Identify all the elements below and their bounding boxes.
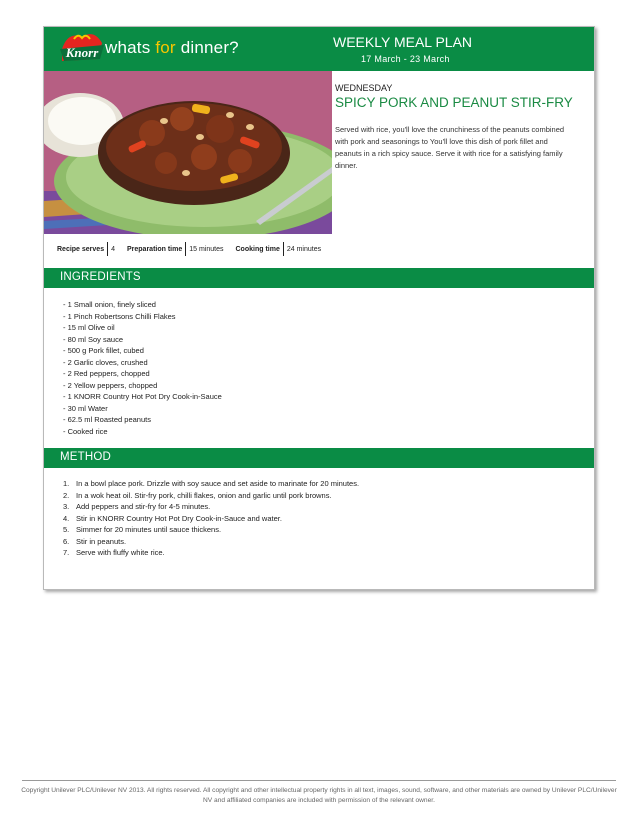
method-list <box>63 478 359 559</box>
method-header <box>44 448 594 468</box>
serves-value: 4 <box>111 245 115 253</box>
recipe-title: SPICY PORK AND PEANUT STIR-FRY <box>335 95 573 110</box>
method-step: 6. Stir in peanuts. <box>63 536 127 546</box>
cook-value: 24 minutes <box>286 245 322 253</box>
serves-label: Recipe serves <box>57 245 105 253</box>
recipe-card <box>43 26 595 590</box>
ingredient-item: - 62.5 ml Roasted peanuts <box>63 415 151 424</box>
prep-label: Preparation time <box>127 245 183 253</box>
method-step: 3. Add peppers and stir-fry for 4-5 minutes. <box>63 502 211 511</box>
divider <box>283 242 284 256</box>
plan-dates: 17 March - 23 March <box>361 54 450 64</box>
ingredient-item: - 2 Red peppers, chopped <box>63 369 150 378</box>
copyright-notice: Copyright Unilever PLC/Unilever NV 2013. All rights reserved. All copyright and other intellectual property rights in all text, images, sound, software, and other materials are owned by Unilever PLC/Unilever NV and affiliated companies are included with permission of the relevant owner. <box>21 787 617 804</box>
ingredient-item: - 80 ml Soy sauce <box>63 334 124 344</box>
ingredients-header <box>44 268 594 288</box>
ingredients-heading: INGREDIENTS <box>60 271 141 283</box>
ingredients-list <box>63 299 222 437</box>
ingredient-item: - 1 Pinch Robertsons Chilli Flakes <box>63 311 176 321</box>
svg-text:Knorr: Knorr <box>65 45 99 60</box>
method-step: 7. Serve with fluffy white rice. <box>63 548 165 557</box>
cook-label: Cooking time <box>235 245 280 253</box>
footer-divider <box>22 780 616 781</box>
ingredient-item: - 1 Small onion, finely sliced <box>63 300 156 309</box>
recipe-description: Served with rice, you'll love the crunchiness of the peanuts combined with pork and seasonings to You'll love this dish of pork fillet and peanuts in a rich spicy sauce. Serve it with rice for a satisfying family dinner. <box>335 125 565 170</box>
method-step: 4. Stir in KNORR Country Hot Pot Dry Cook-in-Sauce and water. <box>63 513 282 523</box>
prep-value: 15 minutes <box>189 245 224 253</box>
tagline: whats for dinner? <box>105 38 239 57</box>
divider <box>107 242 108 256</box>
ingredient-item: - 2 Yellow peppers, chopped <box>63 380 158 390</box>
ingredient-item: - 500 g Pork fillet, cubed <box>63 346 144 355</box>
method-step: 2. In a wok heat oil. Stir-fry pork, chilli flakes, onion and garlic until pork browns. <box>63 490 332 500</box>
ingredient-item: - 30 ml Water <box>63 403 108 413</box>
method-heading: METHOD <box>60 451 112 463</box>
ingredient-item: - 15 ml Olive oil <box>63 323 115 332</box>
ingredient-item: - 2 Garlic cloves, crushed <box>63 357 148 367</box>
dish-photo <box>44 71 332 234</box>
method-step: 5. Simmer for 20 minutes until sauce thickens. <box>63 525 222 534</box>
header-band <box>44 27 594 71</box>
plan-title: WEEKLY MEAL PLAN <box>333 34 473 50</box>
divider <box>185 242 186 256</box>
ingredient-item: - Cooked rice <box>63 426 108 436</box>
method-step: 1. In a bowl place pork. Drizzle with soy sauce and set aside to marinate for 20 minutes. <box>63 479 360 488</box>
recipe-meta <box>57 242 321 256</box>
knorr-logo <box>54 29 110 69</box>
ingredient-item: - 1 KNORR Country Hot Pot Dry Cook-in-Sauce <box>63 392 222 401</box>
day-label: WEDNESDAY <box>335 83 393 93</box>
